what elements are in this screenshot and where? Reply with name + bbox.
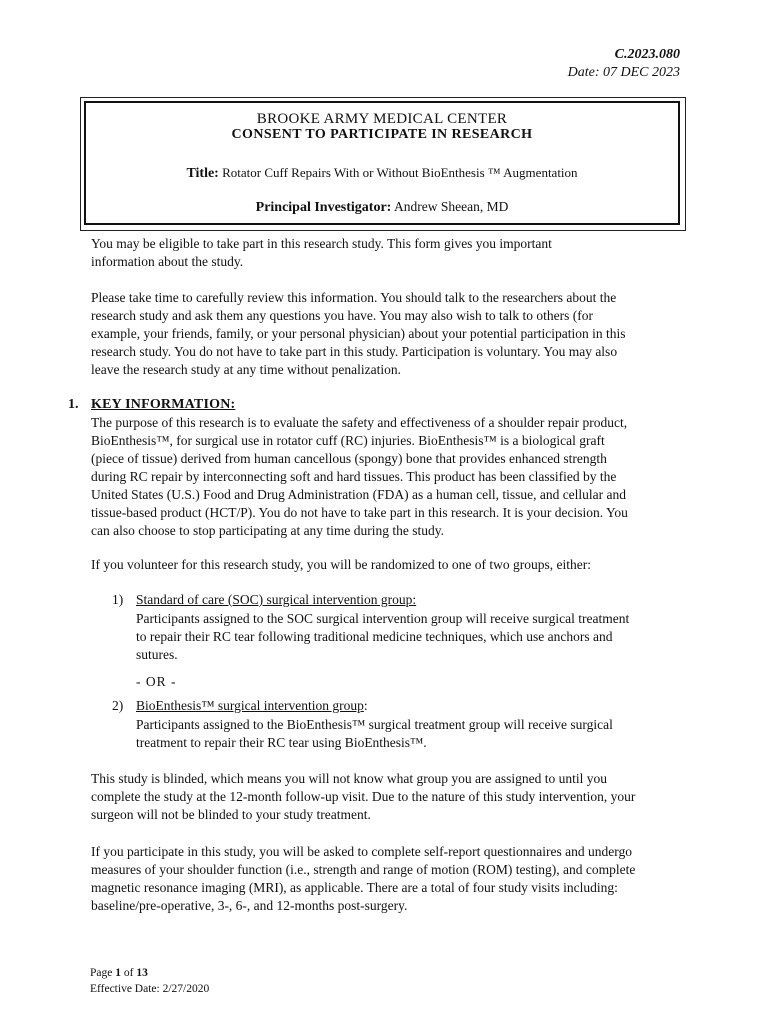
or-separator: - OR - <box>136 674 177 689</box>
pi-label: Principal Investigator: <box>255 200 392 215</box>
section-heading: KEY INFORMATION: <box>91 397 236 412</box>
intro-paragraph-1 <box>91 235 703 271</box>
text-line: You may be eligible to take part in this research study. This form gives you important <box>91 236 552 251</box>
group-2-heading-line <box>136 698 368 714</box>
blinding-paragraph <box>91 770 703 824</box>
page-current: 1 <box>115 967 121 979</box>
text-line: can also choose to stop participating at any time during the study. <box>91 523 445 538</box>
text-line: complete the study at the 12-month follow-up visit. Due to the nature of this study intervention, your <box>91 789 636 804</box>
group-2-heading-colon: : <box>363 698 368 713</box>
text-line: treatment to repair their RC tear using BioEnthesis™. <box>136 735 427 750</box>
text-line: If you participate in this study, you will be asked to complete self-report questionnaires and undergo <box>91 844 632 859</box>
text-line: during RC repair by interconnecting soft and hard tissues. This product has been classified by the <box>91 469 617 484</box>
group-1-number: 1) <box>112 592 124 607</box>
text-line: information about the study. <box>91 254 244 269</box>
group-2-number: 2) <box>112 698 124 713</box>
text-line: research study. You do not have to take part in this study. Participation is voluntary. You may also <box>91 344 618 359</box>
key-info-paragraph <box>91 414 703 540</box>
study-title-value: Rotator Cuff Repairs With or Without BioEnthesis ™ Augmentation <box>222 165 578 180</box>
page-number <box>90 967 148 979</box>
study-title-label: Title: <box>186 166 219 181</box>
page-label: Page <box>90 967 113 979</box>
text-line: Participants assigned to the SOC surgical intervention group will receive surgical treatment <box>136 611 630 626</box>
text-line: surgeon will not be blinded to your study treatment. <box>91 807 371 822</box>
effective-date: Effective Date: 2/27/2020 <box>90 983 210 995</box>
text-line: measures of your shoulder function (i.e., strength and range of motion (ROM) testing), and complete <box>91 862 636 877</box>
intro-paragraph-2 <box>91 289 703 379</box>
page-of: of <box>123 967 134 979</box>
text-line: leave the research study at any time without penalization. <box>91 362 402 377</box>
text-line: This study is blinded, which means you will not know what group you are assigned to until you <box>91 771 607 786</box>
document-date: Date: 07 DEC 2023 <box>567 65 680 80</box>
group-2-heading: BioEnthesis™ surgical intervention group <box>136 698 364 713</box>
text-line: tissue-based product (HCT/P). You do not have to take part in this research. It is your decision. You <box>91 505 628 520</box>
text-line: baseline/pre-operative, 3-, 6-, and 12-months post-surgery. <box>91 898 408 913</box>
document-code: C.2023.080 <box>614 47 680 62</box>
text-line: United States (U.S.) Food and Drug Administration (FDA) as a human cell, tissue, and cellular and <box>91 487 627 502</box>
section-number: 1. <box>68 397 79 412</box>
text-line: example, your friends, family, or your personal physician) about your potential participation in this <box>91 326 626 341</box>
text-line: Participants assigned to the BioEnthesis™ surgical treatment group will receive surgical <box>136 717 613 732</box>
text-line: research study and ask them any questions you have. You may also wish to talk to others (for <box>91 308 594 323</box>
randomization-paragraph <box>91 556 703 574</box>
text-line: BioEnthesis™, for surgical use in rotator cuff (RC) injuries. BioEnthesis™ is a biological graft <box>91 433 605 448</box>
text-line: The purpose of this research is to evaluate the safety and effectiveness of a shoulder repair product, <box>91 415 628 430</box>
group-2-description <box>136 716 716 752</box>
group-1-heading: Standard of care (SOC) surgical intervention group: <box>136 592 417 607</box>
text-line: If you volunteer for this research study, you will be randomized to one of two groups, either: <box>91 557 591 572</box>
text-line: (piece of tissue) derived from human cancellous (spongy) bone that provides enhanced strength <box>91 451 607 466</box>
text-line: sutures. <box>136 647 178 662</box>
pi-value: Andrew Sheean, MD <box>394 199 509 214</box>
principal-investigator <box>84 199 680 216</box>
participation-paragraph <box>91 843 703 915</box>
form-name: CONSENT TO PARTICIPATE IN RESEARCH <box>231 127 533 142</box>
text-line: magnetic resonance imaging (MRI), as applicable. There are a total of four study visits including: <box>91 880 618 895</box>
page-total: 13 <box>136 967 148 979</box>
group-1-description <box>136 610 716 664</box>
organization-name: BROOKE ARMY MEDICAL CENTER <box>256 111 508 127</box>
text-line: to repair their RC tear following traditional medicine techniques, which use anchors and <box>136 629 613 644</box>
text-line: Please take time to carefully review this information. You should talk to the researchers about the <box>91 290 617 305</box>
study-title <box>84 165 680 182</box>
